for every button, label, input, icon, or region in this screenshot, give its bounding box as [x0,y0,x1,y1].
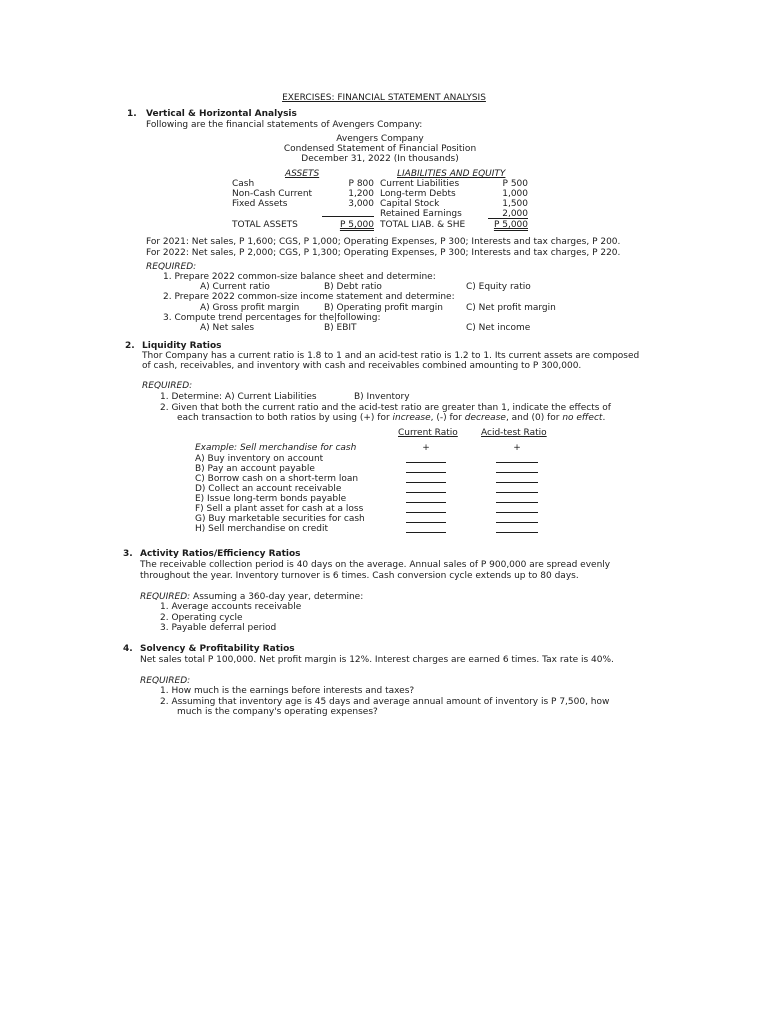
liability-value: 2,000 [502,209,528,219]
liability-label: Retained Earnings [380,209,462,219]
answer-blank-current[interactable] [406,522,446,523]
page-title: EXERCISES: FINANCIAL STATEMENT ANALYSIS [282,93,486,103]
statement-date: December 31, 2022 (In thousands) [301,154,459,164]
s1-number: 1. [127,109,137,119]
asset-label: Non-Cash Current [232,189,313,199]
assets-header: ASSETS [285,169,320,179]
answer-blank-acid[interactable] [496,512,538,513]
total-liab-label: TOTAL LIAB. & SHE [380,220,466,230]
s1-req-2c: C) Net profit margin [466,303,556,313]
total-assets-label: TOTAL ASSETS [232,220,298,230]
s2-req-2-line2 [177,413,605,423]
s3-required: REQUIRED: [140,592,191,602]
s1-req-2b: B) Operating profit margin [324,303,443,313]
answer-blank-acid[interactable] [496,532,538,533]
s4-required: REQUIRED: [140,676,191,686]
s1-intro: Following are the financial statements of Avengers Company: [146,120,423,130]
s3-number: 3. [123,549,133,559]
s2-req-1b: B) Inventory [354,392,410,402]
company-name: Avengers Company [336,134,424,144]
liability-value: 1,500 [502,199,528,209]
assets-subtotal-rule [322,216,374,217]
s2-req-2: 2. Given that both the current ratio and the acid-test ratio are greater than 1, indicate the effects of [160,403,611,413]
transaction-item: G) Buy marketable securities for cash [195,514,365,524]
s1-req-1c: C) Equity ratio [466,282,531,292]
s1-req-3b: B) EBIT [324,323,357,333]
s4-req-2: 2. Assuming that inventory age is 45 days and average annual amount of inventory is P 7,500, how [160,697,610,707]
liability-label: Long-term Debts [380,189,456,199]
s4-req-2-line2: much is the company's operating expenses? [177,707,378,717]
answer-blank-current[interactable] [406,492,446,493]
answer-blank-current[interactable] [406,462,446,463]
s2-para-1: Thor Company has a current ratio is 1.8 to 1 and an acid-test ratio is 1.2 to 1. Its current assets are composed [142,351,640,361]
transaction-item: B) Pay an account payable [195,464,315,474]
example-acid: + [513,443,521,453]
s2-number: 2. [125,341,135,351]
asset-value: 1,200 [348,189,374,199]
asset-value: P 800 [348,179,374,189]
col-acid-test-ratio: Acid-test Ratio [481,428,547,438]
s1-req-1b: B) Debt ratio [324,282,382,292]
s2-heading: Liquidity Ratios [142,341,222,351]
s1-req-3a: A) Net sales [200,323,255,333]
s2-req-2-text-c: , and (0) for [505,413,563,423]
s4-para-1: Net sales total P 100,000. Net profit margin is 12%. Interest charges are earned 6 times. Tax rate is 40%. [140,655,614,665]
answer-blank-acid[interactable] [496,462,538,463]
asset-label: Fixed Assets [232,199,288,209]
transaction-item: A) Buy inventory on account [195,454,324,464]
s3-item: 1. Average accounts receivable [160,602,302,612]
answer-blank-current[interactable] [406,482,446,483]
example-row: Example: Sell merchandise for cash [195,443,357,453]
s2-para-2: of cash, receivables, and inventory with cash and receivables combined amounting to P 300,000. [142,361,582,371]
s3-required-rest: Assuming a 360-day year, determine: [190,592,364,602]
s1-heading: Vertical & Horizontal Analysis [146,109,297,119]
s4-req-1: 1. How much is the earnings before interests and taxes? [160,686,415,696]
liability-value: P 500 [502,179,528,189]
s2-req-2-text-d: . [602,413,606,423]
liability-label: Capital Stock [380,199,440,209]
answer-blank-current[interactable] [406,532,446,533]
s1-req-1: 1. Prepare 2022 common-size balance sheet and determine: [163,272,436,282]
s4-number: 4. [123,644,133,654]
s3-para-2: throughout the year. Inventory turnover is 6 times. Cash conversion cycle extends up to 80 days. [140,571,579,581]
total-assets-value: P 5,000 [339,220,374,230]
example-current: + [422,443,430,453]
s2-req-1: 1. Determine: A) Current Liabilities [160,392,317,402]
s3-item: 2. Operating cycle [160,613,243,623]
s3-heading: Activity Ratios/Efficiency Ratios [140,549,301,559]
liabilities-header: LIABILITIES AND EQUITY [397,169,506,179]
s2-decrease: decrease [464,413,506,423]
transaction-item: C) Borrow cash on a short-term loan [195,474,359,484]
s3-para-1: The receivable collection period is 40 days on the average. Annual sales of P 900,000 are spread evenly [140,560,611,570]
total-liab-value: P 5,000 [493,220,528,230]
s3-required-line [140,592,363,602]
answer-blank-acid[interactable] [496,472,538,473]
data-2022: For 2022: Net sales, P 2,000; CGS, P 1,300; Operating Expenses, P 300; Interests and tax charges, P 220. [146,248,621,258]
s2-required: REQUIRED: [142,381,193,391]
s2-req-2-text-b: , (-) for [430,413,465,423]
transaction-item: H) Sell merchandise on credit [195,524,329,534]
answer-blank-acid[interactable] [496,492,538,493]
answer-blank-acid[interactable] [496,482,538,483]
data-2021: For 2021: Net sales, P 1,600; CGS, P 1,000; Operating Expenses, P 300; Interests and tax charges, P 200. [146,237,621,247]
s1-req-2: 2. Prepare 2022 common-size income statement and determine: [163,292,455,302]
s1-req-3: 3. Compute trend percentages for the|following: [163,313,381,323]
s4-heading: Solvency & Profitability Ratios [140,644,295,654]
s2-req-2-text-a: each transaction to both ratios by using (+) for [177,413,393,423]
liability-value: 1,000 [502,189,528,199]
liab-subtotal-rule [488,218,528,219]
answer-blank-acid[interactable] [496,502,538,503]
transaction-item: E) Issue long-term bonds payable [195,494,347,504]
answer-blank-current[interactable] [406,472,446,473]
asset-label: Cash [232,179,255,189]
s1-req-1a: A) Current ratio [200,282,270,292]
col-current-ratio: Current Ratio [398,428,458,438]
answer-blank-acid[interactable] [496,522,538,523]
liability-label: Current Liabilities [380,179,460,189]
s2-no-effect: no effect [562,413,603,423]
asset-value: 3,000 [348,199,374,209]
transaction-item: F) Sell a plant asset for cash at a loss [195,504,364,514]
s3-item: 3. Payable deferral period [160,623,277,633]
answer-blank-current[interactable] [406,502,446,503]
s1-req-3c: C) Net income [466,323,531,333]
s2-increase: increase [392,413,431,423]
transaction-item: D) Collect an account receivable [195,484,342,494]
statement-name: Condensed Statement of Financial Position [283,144,477,154]
s1-required: REQUIRED: [146,262,197,272]
answer-blank-current[interactable] [406,512,446,513]
s1-req-2a: A) Gross profit margin [200,303,300,313]
